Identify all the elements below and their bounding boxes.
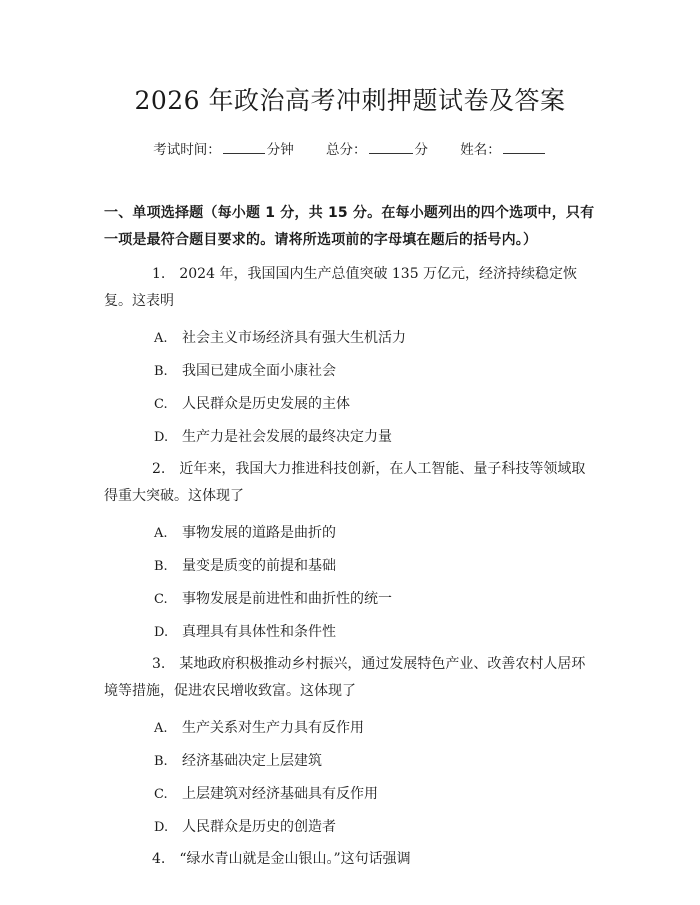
total-score-label: 总分： bbox=[326, 142, 367, 158]
option-d bbox=[104, 621, 596, 644]
question-text: 2024 年，我国国内生产总值突破 135 万亿元，经济持续稳定恢复。这表明 bbox=[104, 266, 578, 309]
student-name-label: 姓名： bbox=[460, 142, 501, 158]
option-letter: C. bbox=[154, 787, 168, 802]
option-text: 真理具有具体性和条件性 bbox=[182, 624, 336, 640]
question-text: 某地政府积极推动乡村振兴，通过发展特色产业、改善农村人居环境等措施，促进农民增收致富。这体现了 bbox=[104, 656, 586, 699]
option-b bbox=[104, 555, 596, 578]
question-3 bbox=[104, 651, 596, 705]
option-letter: B. bbox=[154, 364, 168, 379]
question-3-options bbox=[104, 717, 596, 839]
option-text: 经济基础决定上层建筑 bbox=[182, 753, 322, 769]
option-text: 社会主义市场经济具有强大生机活力 bbox=[182, 330, 406, 346]
total-score-unit: 分 bbox=[414, 142, 428, 158]
exam-time-blank bbox=[223, 139, 265, 154]
question-text: 近年来，我国大力推进科技创新，在人工智能、量子科技等领域取得重大突破。这体现了 bbox=[104, 461, 586, 504]
option-letter: A. bbox=[154, 331, 168, 346]
option-b bbox=[104, 750, 596, 773]
exam-time-field bbox=[153, 139, 294, 160]
section-heading: 一、单项选择题（每小题 1 分，共 15 分。在每小题列出的四个选项中，只有一项是最符合题目要求的。请将所选项前的字母填在题后的括号内。） bbox=[104, 205, 595, 248]
option-text: 量变是质变的前提和基础 bbox=[182, 558, 336, 574]
option-d bbox=[104, 816, 596, 839]
question-number: 4. bbox=[152, 851, 166, 867]
option-d bbox=[104, 426, 596, 449]
option-letter: C. bbox=[154, 592, 168, 607]
exam-time-label: 考试时间： bbox=[153, 142, 221, 158]
option-text: 人民群众是历史的创造者 bbox=[182, 819, 336, 835]
question-2 bbox=[104, 456, 596, 510]
question-4 bbox=[104, 846, 596, 873]
student-name-blank bbox=[503, 139, 545, 154]
student-name-field bbox=[460, 139, 547, 160]
option-a bbox=[104, 327, 596, 350]
question-1-options bbox=[104, 327, 596, 449]
option-text: 人民群众是历史发展的主体 bbox=[182, 396, 350, 412]
option-letter: D. bbox=[154, 820, 169, 835]
option-letter: B. bbox=[154, 754, 168, 769]
option-text: 事物发展的道路是曲折的 bbox=[182, 525, 336, 541]
option-text: 生产力是社会发展的最终决定力量 bbox=[182, 429, 392, 445]
exam-meta bbox=[104, 139, 596, 160]
option-c bbox=[104, 588, 596, 611]
option-text: 我国已建成全面小康社会 bbox=[182, 363, 336, 379]
option-letter: A. bbox=[154, 721, 168, 736]
question-text: “绿水青山就是金山银山。”这句话强调 bbox=[179, 851, 411, 867]
option-b bbox=[104, 360, 596, 383]
question-2-options bbox=[104, 522, 596, 644]
option-letter: B. bbox=[154, 559, 168, 574]
option-letter: D. bbox=[154, 625, 169, 640]
option-letter: C. bbox=[154, 397, 168, 412]
option-a bbox=[104, 522, 596, 545]
exam-title: 2026 年政治高考冲刺押题试卷及答案 bbox=[134, 86, 566, 115]
option-letter: D. bbox=[154, 430, 169, 445]
question-number: 2. bbox=[152, 461, 166, 477]
question-number: 1. bbox=[152, 266, 166, 282]
option-c bbox=[104, 393, 596, 416]
option-text: 事物发展是前进性和曲折性的统一 bbox=[182, 591, 392, 607]
question-1 bbox=[104, 261, 596, 315]
question-number: 3. bbox=[152, 656, 166, 672]
option-letter: A. bbox=[154, 526, 168, 541]
total-score-blank bbox=[369, 139, 413, 154]
option-a bbox=[104, 717, 596, 740]
option-text: 生产关系对生产力具有反作用 bbox=[182, 720, 364, 736]
exam-time-unit: 分钟 bbox=[266, 142, 294, 158]
total-score-field bbox=[326, 139, 428, 160]
option-text: 上层建筑对经济基础具有反作用 bbox=[182, 786, 378, 802]
option-c bbox=[104, 783, 596, 806]
